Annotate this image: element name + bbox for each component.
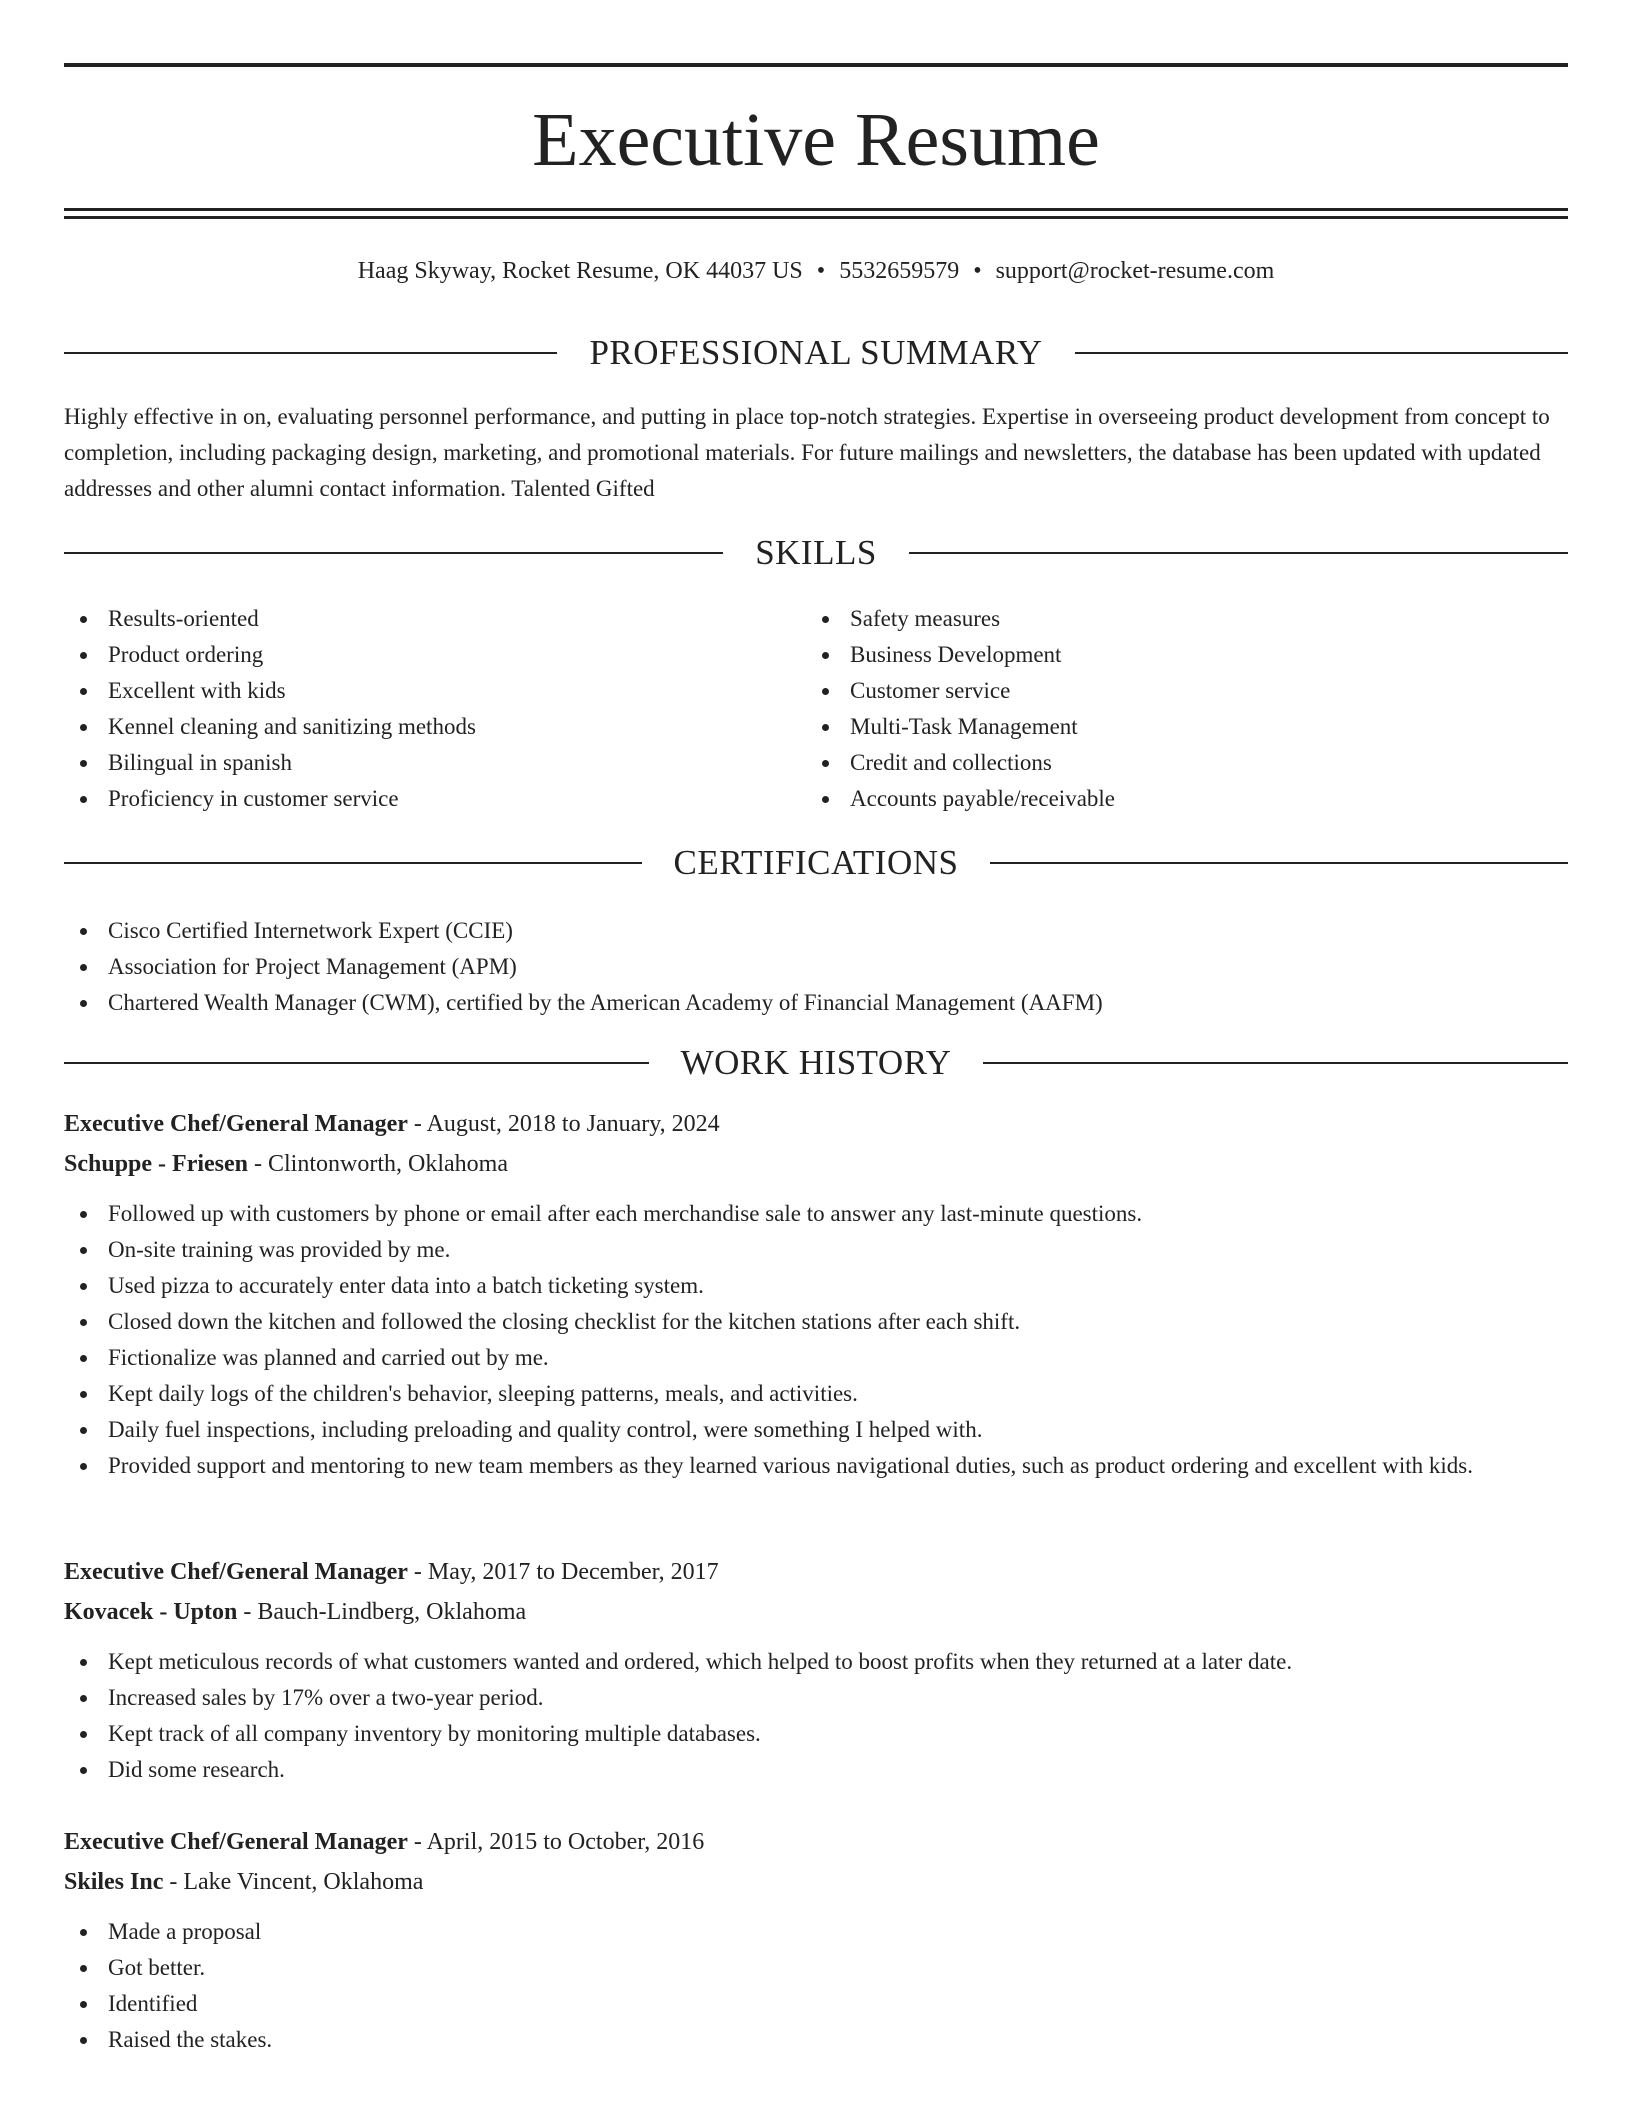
contact-line: [64, 253, 1568, 289]
job-duty: Fictionalize was planned and carried out by me.: [64, 1340, 1568, 1376]
skills-list-left: [64, 601, 764, 817]
heading-rule-right: [1075, 352, 1568, 354]
job-title: Executive Chef/General Manager: [64, 1829, 408, 1855]
job-company-line: [64, 1862, 1568, 1902]
skill-item: Kennel cleaning and sanitizing methods: [64, 709, 764, 745]
job-title: Executive Chef/General Manager: [64, 1111, 408, 1137]
job-title: Executive Chef/General Manager: [64, 1559, 408, 1585]
skills-list-right: [806, 601, 1566, 817]
job-duty: Did some research.: [64, 1752, 1568, 1788]
job-duty: Followed up with customers by phone or email after each merchandise sale to answer any last-minute questions.: [64, 1196, 1568, 1232]
certification-item: Association for Project Management (APM): [64, 949, 1568, 985]
job-entry: [64, 1104, 1568, 1484]
job-company-line: [64, 1144, 1568, 1184]
resume-title: Executive Resume: [532, 98, 1100, 182]
heading-rule-left: [64, 352, 557, 354]
contact-email: support@rocket-resume.com: [995, 258, 1275, 284]
certifications-heading: [64, 841, 1568, 885]
heading-rule-left: [64, 1062, 649, 1064]
skill-item: Business Development: [806, 637, 1566, 673]
job-dates: - April, 2015 to October, 2016: [407, 1829, 705, 1855]
contact-address: Haag Skyway, Rocket Resume, OK 44037 US: [357, 258, 803, 284]
title-rule-upper: [64, 208, 1568, 211]
job-duty: Kept track of all company inventory by monitoring multiple databases.: [64, 1716, 1568, 1752]
job-location: - Bauch-Lindberg, Oklahoma: [237, 1599, 527, 1625]
certification-item: Cisco Certified Internetwork Expert (CCIE): [64, 913, 1568, 949]
work-history-heading: [64, 1041, 1568, 1085]
job-location: - Lake Vincent, Oklahoma: [163, 1869, 424, 1895]
job-company: Schuppe - Friesen: [64, 1151, 249, 1177]
title-rule-lower: [64, 216, 1568, 219]
heading-rule-right: [909, 552, 1568, 554]
summary-text: Highly effective in on, evaluating personnel performance, and putting in place top-notch strategies. Expertise in overseeing product development from concept to completion, including packaging design, marketing, and promotional materials. For future mailings and newsletters, the database has been updated with updated addresses and other alumni contact information. Talented Gifted: [64, 404, 1550, 501]
skill-item: Product ordering: [64, 637, 764, 673]
job-duty: Provided support and mentoring to new team members as they learned various navigational duties, such as product ordering and excellent with kids.: [64, 1448, 1568, 1484]
certification-item: Chartered Wealth Manager (CWM), certified by the American Academy of Financial Management (AAFM): [64, 985, 1568, 1021]
skill-item: Credit and collections: [806, 745, 1566, 781]
skill-item: Bilingual in spanish: [64, 745, 764, 781]
skill-item: Excellent with kids: [64, 673, 764, 709]
summary-heading: [64, 331, 1568, 375]
certifications-list: [64, 913, 1568, 1021]
job-company-line: [64, 1592, 1568, 1632]
job-duties-list: [64, 1914, 1568, 2058]
job-dates: - August, 2018 to January, 2024: [407, 1111, 720, 1137]
skill-item: Proficiency in customer service: [64, 781, 764, 817]
job-duty: Kept daily logs of the children's behavior, sleeping patterns, meals, and activities.: [64, 1376, 1568, 1412]
job-duties-list: [64, 1644, 1568, 1788]
heading-rule-right: [983, 1062, 1568, 1064]
contact-separator: •: [973, 258, 982, 284]
job-duty: On-site training was provided by me.: [64, 1232, 1568, 1268]
top-rule: [64, 63, 1568, 67]
job-duties-list: [64, 1196, 1568, 1484]
skill-item: Customer service: [806, 673, 1566, 709]
summary-heading-label: PROFESSIONAL SUMMARY: [589, 333, 1043, 372]
contact-separator: •: [816, 258, 826, 284]
skill-item: Safety measures: [806, 601, 1566, 637]
job-duty: Daily fuel inspections, including preloading and quality control, were something I helped with.: [64, 1412, 1568, 1448]
skill-item: Results-oriented: [64, 601, 764, 637]
skills-heading-label: SKILLS: [755, 533, 877, 572]
job-title-line: [64, 1104, 1568, 1144]
heading-rule-right: [990, 862, 1568, 864]
job-duty: Identified: [64, 1986, 1568, 2022]
job-company: Skiles Inc: [64, 1869, 164, 1895]
job-dates: - May, 2017 to December, 2017: [407, 1559, 719, 1585]
heading-rule-left: [64, 862, 642, 864]
job-duty: Closed down the kitchen and followed the closing checklist for the kitchen stations after each shift.: [64, 1304, 1568, 1340]
job-title-line: [64, 1822, 1568, 1862]
job-duty: Increased sales by 17% over a two-year period.: [64, 1680, 1568, 1716]
contact-phone: 5532659579: [839, 258, 960, 284]
job-duty: Raised the stakes.: [64, 2022, 1568, 2058]
job-duty: Used pizza to accurately enter data into a batch ticketing system.: [64, 1268, 1568, 1304]
job-duty: Made a proposal: [64, 1914, 1568, 1950]
job-company: Kovacek - Upton: [64, 1599, 238, 1625]
job-entry: [64, 1822, 1568, 2058]
work-history-heading-label: WORK HISTORY: [680, 1043, 952, 1082]
certifications-heading-label: CERTIFICATIONS: [673, 843, 959, 882]
job-entry: [64, 1552, 1568, 1788]
job-title-line: [64, 1552, 1568, 1592]
heading-rule-left: [64, 552, 723, 554]
skills-heading: [64, 531, 1568, 575]
job-duty: Got better.: [64, 1950, 1568, 1986]
skill-item: Accounts payable/receivable: [806, 781, 1566, 817]
job-location: - Clintonworth, Oklahoma: [248, 1151, 508, 1177]
job-duty: Kept meticulous records of what customers wanted and ordered, which helped to boost profits when they returned at a later date.: [64, 1644, 1568, 1680]
skill-item: Multi-Task Management: [806, 709, 1566, 745]
